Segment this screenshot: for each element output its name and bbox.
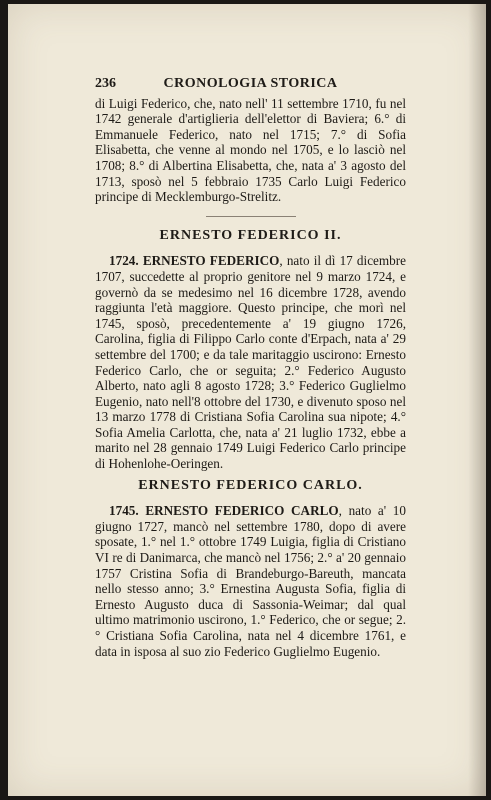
section-divider bbox=[206, 216, 296, 217]
page-number: 236 bbox=[95, 76, 116, 91]
running-title: CRONOLOGIA STORICA bbox=[163, 76, 338, 91]
section-heading-2: ERNESTO FEDERICO CARLO. bbox=[138, 477, 363, 493]
section-heading-1: ERNESTO FEDERICO II. bbox=[159, 227, 342, 243]
entry-paragraph-2 bbox=[95, 503, 406, 659]
running-header bbox=[95, 76, 406, 92]
entry-body-2: , nato a' 10 giugno 1727, mancò nel settembre 1780, dopo di avere sposate, 1.° nel 1.° ottobre 1749 Luigia, figlia di Cristiano VI re di Danimarca, che mancò nel 1756; 2.° a' 20 gennaio 1757 Cristina Sofia di Brandeburgo-Bareuth, mancata nello stesso anno; 3.° Ernestina Augusta Sofia, figlia di Ernesto Augusto duca di Sassonia-Weimar; dal qual ultimo matrimonio uscirono, 1.° Federico, che or segue; 2.° Cristiana Sofia Carolina, nata nel 4 dicembre 1761, e data in isposa al suo zio Federico Guglielmo Eugenio. bbox=[95, 503, 406, 659]
entry-year-1: 1724. bbox=[109, 253, 139, 269]
page-text bbox=[95, 76, 406, 665]
entry-year-2: 1745. bbox=[109, 503, 139, 519]
book-page bbox=[8, 4, 486, 796]
entry-body-1: , nato il dì 17 dicembre 1707, succedette al proprio genitore nel 9 marzo 1724, e governò da se medesimo nel 16 dicembre 1728, avendo raggiunta l'età maggiore. Questo principe, che morì nel 1745, sposò, precedentemente a' 19 giugno 1726, Carolina, figlia di Filippo Carlo conte d'Erpach, nata a' 29 settembre del 1700; e da tale maritaggio uscirono: Ernesto Federico Carlo, che or seguita; 2.° Federico Augusto Alberto, nato agli 8 agosto 1728; 3.° Federico Guglielmo Eugenio, nato nell'8 ottobre del 1730, e divenuto sposo nel 13 marzo 1778 di Cristiana Sofia Carolina sua nipote; 4.° Sofia Amelia Carlotta, che, nata a' 21 luglio 1732, ebbe a marito nel 28 gennaio 1749 Luigi Federico Carlo principe di Hohenlohe-Oeringen. bbox=[95, 253, 406, 472]
entry-name-2: ERNESTO FEDERICO CARLO bbox=[145, 503, 339, 519]
intro-paragraph: di Luigi Federico, che, nato nell' 11 settembre 1710, fu nel 1742 generale d'artiglieria dell'elettor di Baviera; 6.° di Emmanuele Federico, nato nel 1715; 7.° di Sofia Elisabetta, che venne al mondo nel 1705, e lo lasciò nel 1708; 8.° di Albertina Elisabetta, che, nata a' 3 agosto del 1713, sposò nel 5 febbraio 1735 Carlo Luigi Federico principe di Mecklemburgo-Strelitz. bbox=[95, 95, 406, 205]
entry-name-1: ERNESTO FEDERICO bbox=[142, 253, 280, 269]
entry-paragraph-1 bbox=[95, 253, 406, 471]
